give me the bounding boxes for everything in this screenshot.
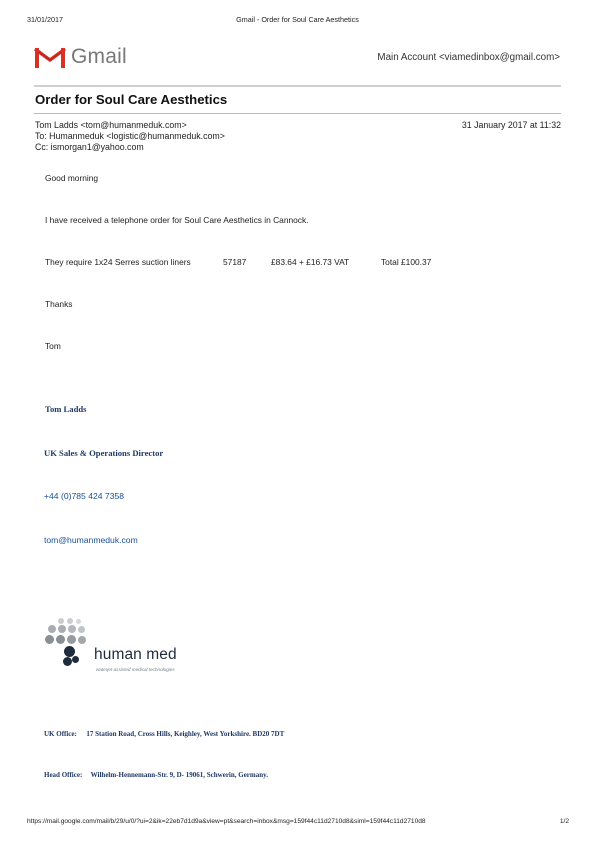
- signature-role: UK Sales & Operations Director: [44, 448, 164, 458]
- uk-office: [44, 730, 284, 738]
- head-office: [44, 771, 268, 779]
- body-line1: I have received a telephone order for Soul Care Aesthetics in Cannock.: [45, 215, 309, 225]
- gmail-wordmark: Gmail: [71, 45, 127, 68]
- head-office-address: Wilhelm-Hennemann-Str. 9, D- 19061, Schwerin, Germany.: [90, 771, 269, 779]
- order-code: 57187: [223, 257, 247, 267]
- print-date: 31/01/2017: [27, 15, 63, 24]
- header-divider: [34, 85, 561, 87]
- human-med-dots-icon: [44, 618, 94, 666]
- message-date: 31 January 2017 at 11:32: [461, 120, 561, 130]
- signature-name: Tom Ladds: [45, 404, 87, 414]
- print-page-number: 1/2: [559, 818, 569, 825]
- order-price: £83.64 + £16.73 VAT: [271, 257, 350, 267]
- human-med-tagline: waterjet-assisted medical technologies: [96, 667, 175, 672]
- uk-office-label: UK Office:: [44, 730, 77, 738]
- signature-email-link[interactable]: tom@humanmeduk.com: [44, 535, 138, 545]
- subject-divider: [34, 113, 561, 114]
- account-label: Main Account <viamedinbox@gmail.com>: [377, 52, 560, 63]
- uk-office-address: 17 Station Road, Cross Hills, Keighley, West Yorkshire. BD20 7DT: [86, 730, 285, 738]
- order-total: Total £100.37: [381, 257, 432, 267]
- message-to[interactable]: To: Humanmeduk <logistic@humanmeduk.com>: [35, 131, 225, 141]
- message-cc[interactable]: Cc: ismorgan1@yahoo.com: [35, 142, 144, 152]
- message-from[interactable]: Tom Ladds <tom@humanmeduk.com>: [35, 120, 187, 130]
- message-subject: Order for Soul Care Aesthetics: [35, 92, 228, 107]
- human-med-logo: [44, 618, 204, 676]
- head-office-label: Head Office:: [44, 771, 83, 779]
- body-sign: Tom: [45, 341, 61, 351]
- print-title: Gmail - Order for Soul Care Aesthetics: [236, 15, 359, 24]
- print-url: https://mail.google.com/mail/b/29/u/0/?ui=2&ik=22eb7d1d9a&view=pt&search=inbox&msg=159f44c11d2710d8&siml=159f44c11d2710d8: [27, 818, 426, 825]
- gmail-logo[interactable]: [34, 44, 134, 72]
- body-thanks: Thanks: [45, 299, 73, 309]
- body-greeting: Good morning: [45, 173, 99, 183]
- order-description: They require 1x24 Serres suction liners: [45, 257, 191, 267]
- signature-phone-link[interactable]: +44 (0)785 424 7358: [44, 491, 125, 501]
- gmail-m-icon: [34, 46, 66, 70]
- human-med-wordmark: human med: [94, 646, 177, 663]
